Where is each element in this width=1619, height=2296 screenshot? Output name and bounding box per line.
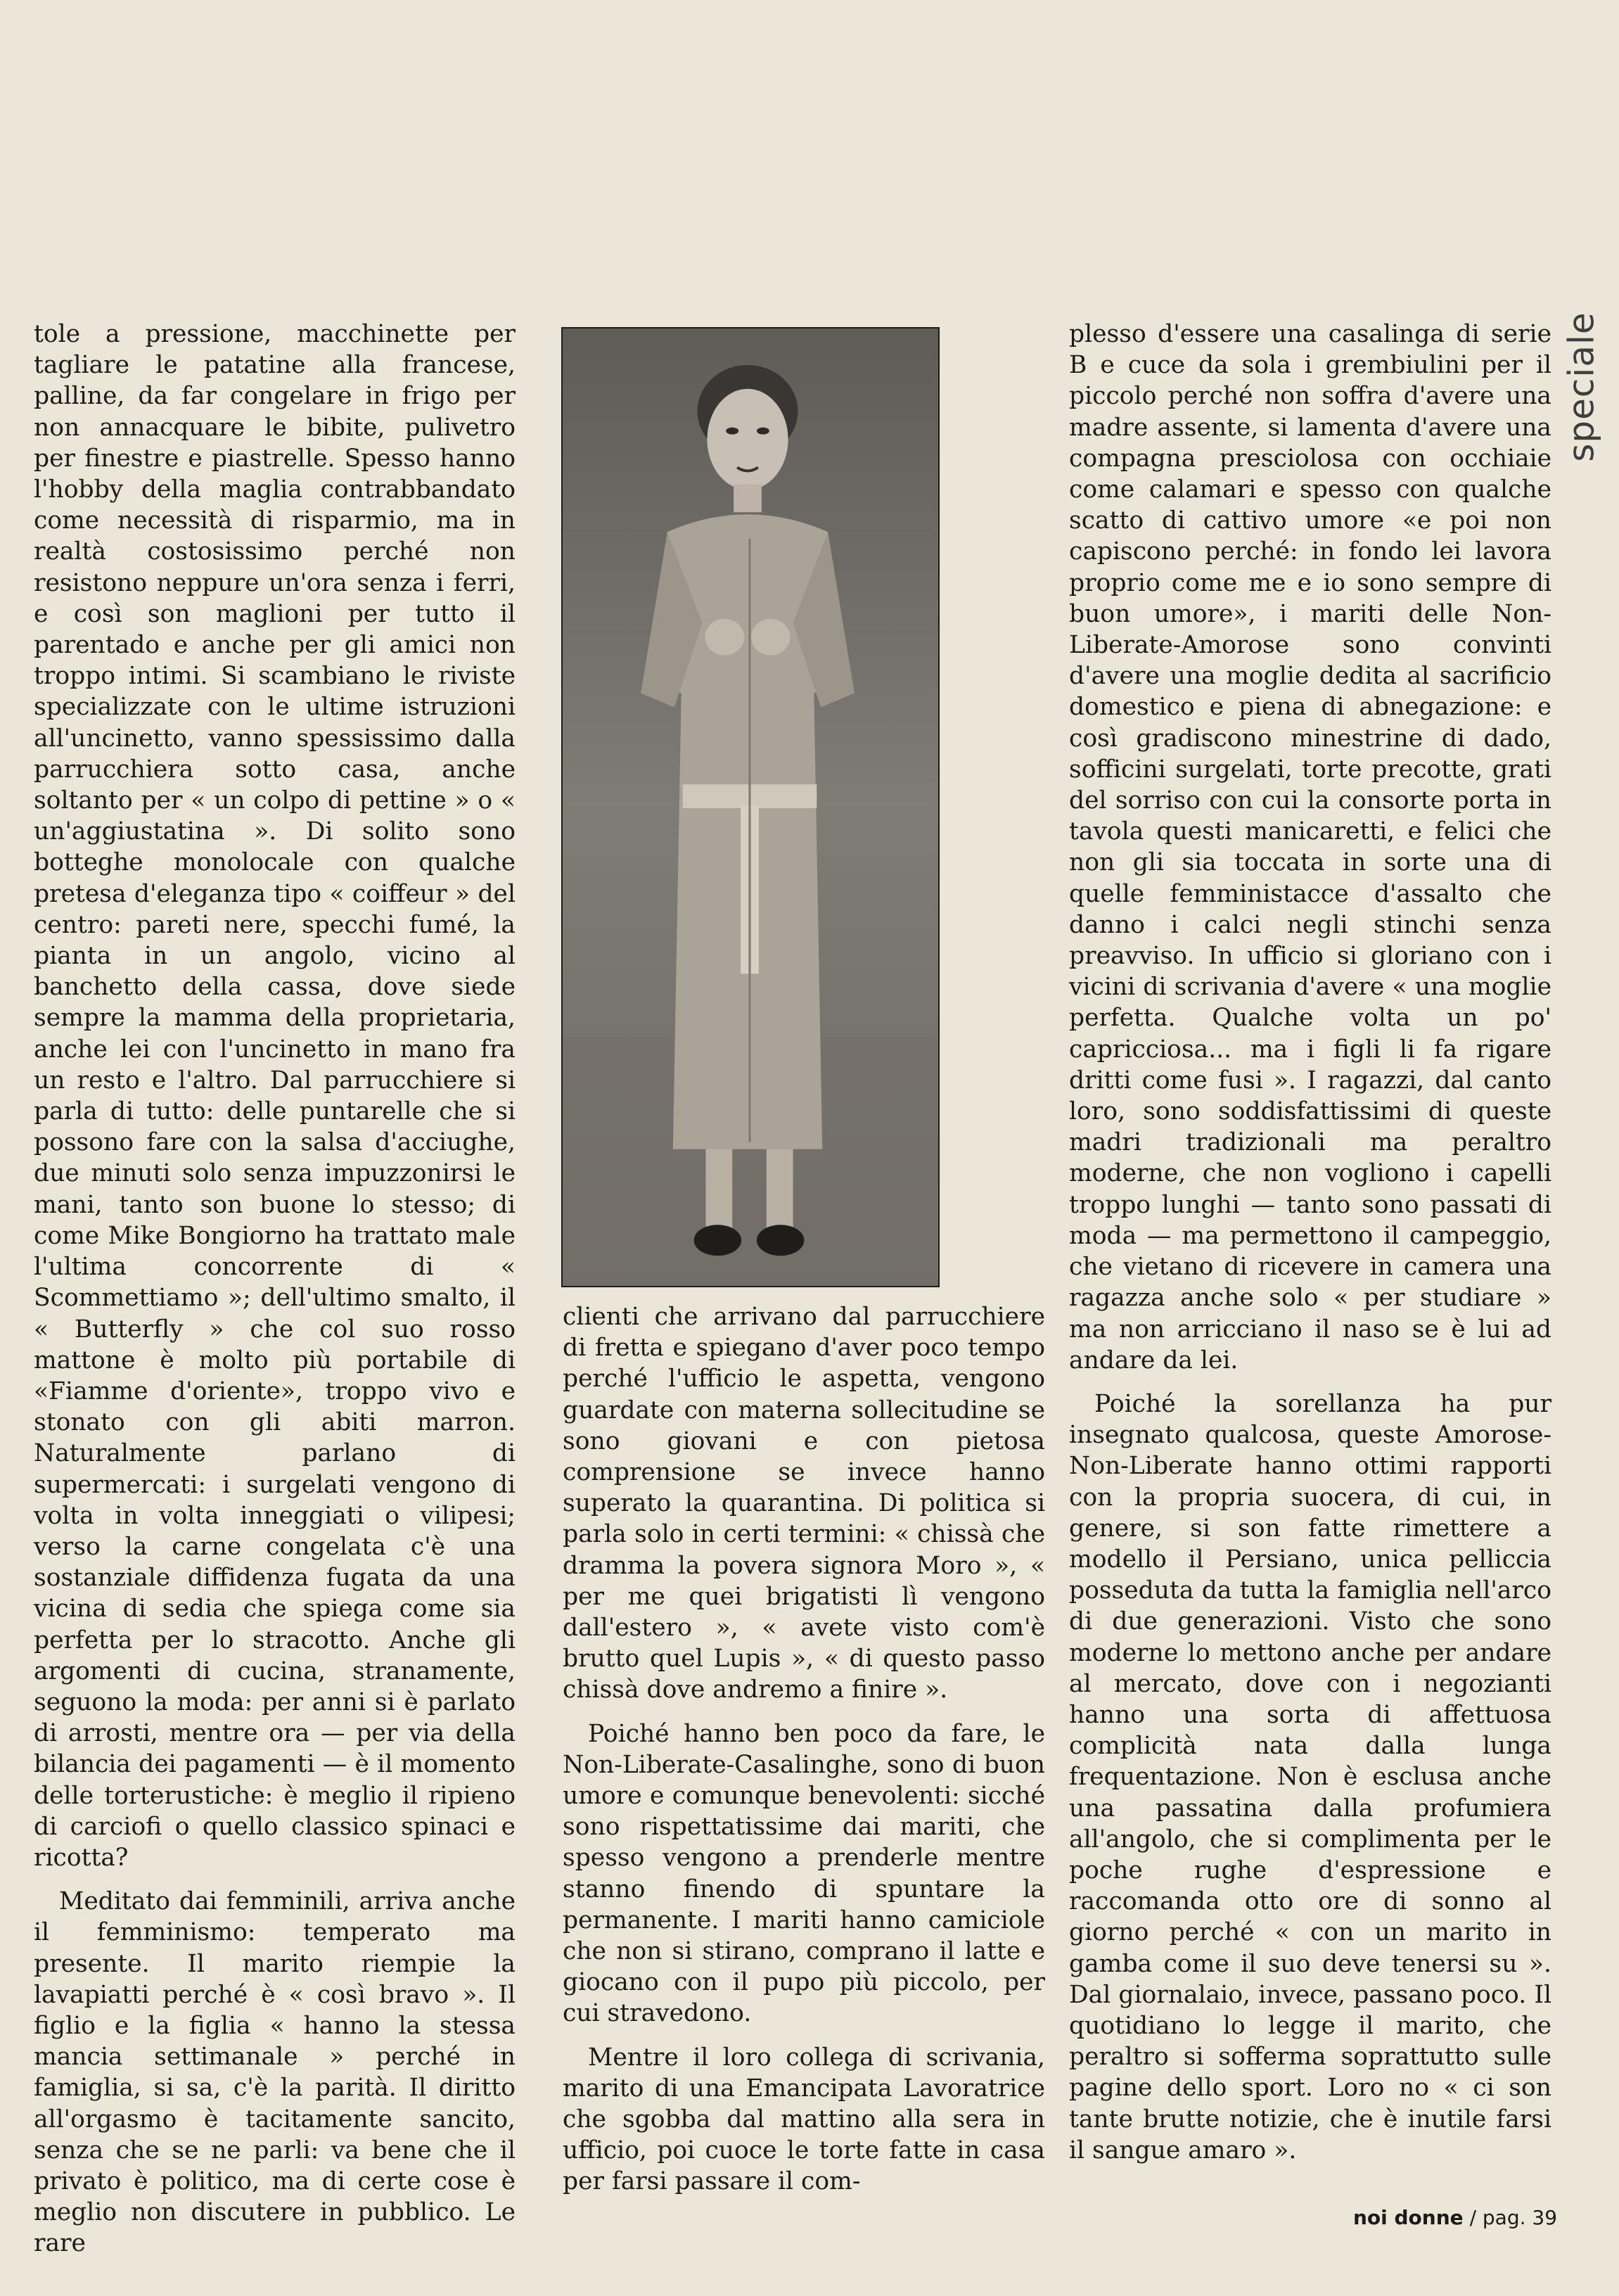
article-column-2 <box>563 1301 1045 2210</box>
article-column-3 <box>1069 319 1551 2179</box>
column-2-paragraph-3: Mentre il loro collega di scrivania, marito di una Emancipata Lavoratrice che sgobba dal mattino alla sera in ufficio, poi cuoce le torte fatte in casa per farsi passare il com- <box>563 2043 1045 2196</box>
page-number: / pag. 39 <box>1469 2206 1558 2229</box>
section-label <box>1561 310 1603 464</box>
photo-illustration <box>563 329 938 1286</box>
article-column-1 <box>34 319 516 2272</box>
column-1-paragraph-1: tole a pressione, macchinette per tagliare le patatine alla francese, palline, da far congelare in frigo per non annacquare le bibite, pulivetro per finestre e piastrelle. Spesso hanno l'hobby della maglia contrabbandato come necessità di risparmio, ma in realtà costosissimo perché non resistono neppure un'ora senza i ferri, e così son maglioni per tutto il parentado e anche per gli amici non troppo intimi. Si scambiano le riviste specializzate con le ultime istruzioni all'uncinetto, vanno spessissimo dalla parrucchiera sotto casa, anche soltanto per « un colpo di pettine » o « un'aggiustatina ». Di solito sono botteghe monolocale con qualche pretesa d'eleganza tipo « coiffeur » del centro: pareti nere, specchi fumé, la pianta in un angolo, vicino al banchetto della cassa, dove siede sempre la mamma della proprietaria, anche lei con l'uncinetto in mano fra un resto e l'altro. Dal parrucchiere si parla di tutto: delle puntarelle che si possono fare con la salsa d'acciughe, due minuti solo senza impuzzonirsi le mani, tanto son buone lo stesso; di come Mike Bongiorno ha trattato male l'ultima concorrente di « Scommettiamo »; dell'ultimo smalto, il « Butterfly » che col suo rosso mattone è molto più portabile di «Fiamme d'oriente», troppo vivo e stonato con gli abiti marron. Naturalmente parlano di supermercati: i surgelati vengono di volta in volta inneggiati o vilipesi; verso la carne congelata c'è una sostanziale diffidenza fugata da una vicina di sedia che spiega come sia perfetta per lo stracotto. Anche gli argomenti di cucina, stranamente, seguono la moda: per anni si è parlato di arrosti, mentre ora — per via della bilancia dei pagamenti — è il momento delle torterustiche: è meglio il ripieno di carciofi o quello classico spinaci e ricotta? <box>34 320 516 1872</box>
column-2-paragraph-2: Poiché hanno ben poco da fare, le Non-Liberate-Casalinghe, sono di buon umore e comunque benevolenti: sicché sono rispettatissime dai mariti, che spesso vengono a prenderle mentre stanno finendo di spuntare la permanente. I mariti hanno camiciole che non si stirano, comprano il latte e giocano con il pupo più piccolo, per cui stravedono. <box>563 1719 1045 2028</box>
page-footer <box>1353 2206 1592 2229</box>
photo-woman-standing <box>561 327 940 1287</box>
magazine-name: noi donne <box>1353 2206 1464 2229</box>
column-1-paragraph-2: Meditato dai femminili, arriva anche il femminismo: temperato ma presente. Il marito riempie la lavapiatti perché è « così bravo ». Il figlio e la figlia « hanno la stessa mancia settimanale » perché in famiglia, si sa, c'è la parità. Il diritto all'orgasmo è tacitamente sancito, senza che se ne parli: va bene che il privato è politico, ma di certe cose è meglio non discutere in pubblico. Le rare <box>34 1887 516 2258</box>
column-3-paragraph-2: Poiché la sorellanza ha pur insegnato qualcosa, queste Amorose-Non-Liberate hanno ottimi rapporti con la propria suocera, di cui, in genere, si son fatte rimettere a modello il Persiano, unica pelliccia posseduta da tutta la famiglia nell'arco di due generazioni. Visto che sono moderne lo mettono anche per andare al mercato, dove con i negozianti hanno una sorta di affettuosa complicità nata dalla lunga frequentazione. Non è esclusa anche una passatina dalla profumiera all'angolo, che si complimenta per le poche rughe d'espressione e raccomanda otto ore di sonno al giorno perché « con un marito in gamba come il suo deve tenersi su ». Dal giornalaio, invece, passano poco. Il quotidiano lo legge il marito, che peraltro si sofferma soprattutto sulle pagine dello sport. Loro no « ci son tante brutte notizie, che è inutile farsi il sangue amaro ». <box>1069 1389 1551 2164</box>
column-3-paragraph-1: plesso d'essere una casalinga di serie B e cuce da sola i grembiulini per il piccolo perché non soffra d'avere una madre assente, si lamenta d'avere una compagna presciolosa con occhiaie come calamari e spesso con qualche scatto di cattivo umore «e poi non capiscono perché: in fondo lei lavora proprio come me e io sono sempre di buon umore», i mariti delle Non-Liberate-Amorose sono convinti d'avere una moglie dedita al sacrificio domestico e piena di abnegazione: e così gradiscono minestrine di dado, sofficini surgelati, torte precotte, grati del sorriso con cui la consorte porta in tavola questi manicaretti, e felici che non gli sia toccata in sorte una di quelle femministacce d'assalto che danno i calci negli stinchi senza preavviso. In ufficio si gloriano con i vicini di scrivania d'avere « una moglie perfetta. Qualche volta un po' capricciosa... ma i figli li fa rigare dritti come fusi ». I ragazzi, dal canto loro, sono soddisfattissimi di queste madri tradizionali ma peraltro moderne, che non vogliono i capelli troppo lunghi — tanto sono passati di moda — ma permettono il campeggio, che vietano di ricevere in camera una ragazza anche solo « per studiare » ma non arricciano il naso se è lui ad andare da lei. <box>1069 320 1551 1375</box>
column-2-paragraph-1: clienti che arrivano dal parrucchiere di fretta e spiegano d'aver poco tempo perché l'ufficio le aspetta, vengono guardate con materna sollecitudine se sono giovani e con pietosa comprensione se invece hanno superato la quarantina. Di politica si parla solo in certi termini: « chissà che dramma la povera signora Moro », « per me quei brigatisti lì vengono dall'estero », « avete visto com'è brutto quel Lupis », « di questo passo chissà dove andremo a finire ». <box>563 1303 1045 1704</box>
section-label-text: speciale <box>1561 312 1603 462</box>
